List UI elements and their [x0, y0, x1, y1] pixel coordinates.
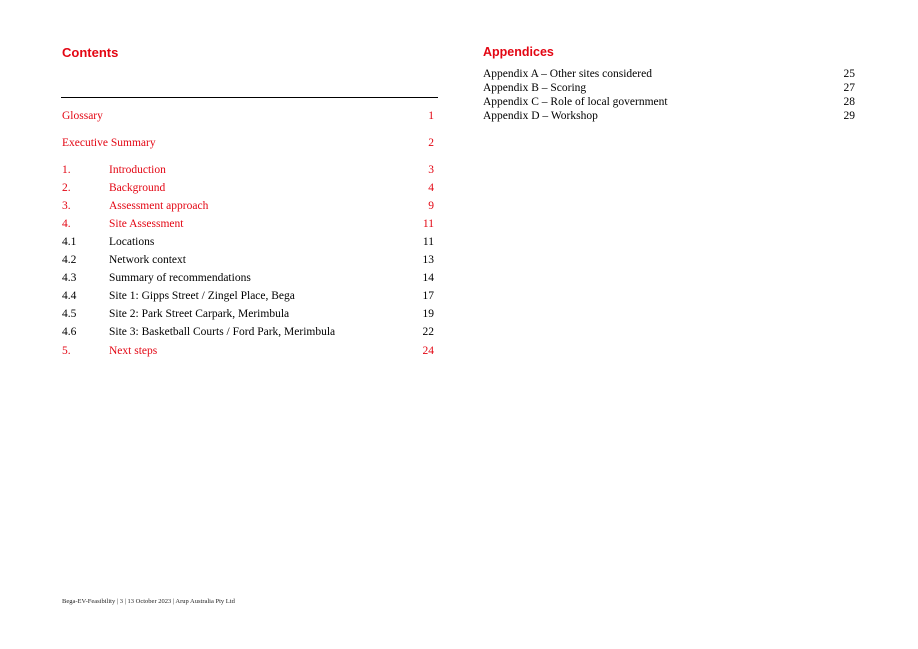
toc-entry-number: 4.3 — [62, 272, 77, 284]
toc-entry-page: 1 — [428, 110, 434, 122]
toc-entry-page: 4 — [428, 182, 434, 194]
appendix-entry-page: 29 — [843, 110, 855, 122]
toc-entry-site-assessment[interactable] — [62, 216, 434, 232]
contents-heading: Contents — [62, 45, 119, 60]
toc-entry-page: 9 — [428, 200, 434, 212]
toc-entry-number: 4.4 — [62, 290, 77, 302]
toc-entry-title: Site Assessment — [109, 218, 184, 230]
toc-entry-number: 2. — [62, 182, 71, 194]
toc-entry-page: 11 — [422, 218, 434, 230]
toc-entry-title: Locations — [109, 236, 155, 248]
toc-entry-number: 3. — [62, 200, 71, 212]
contents-divider — [61, 97, 438, 98]
page-footer: Bega-EV-Feasibility | 3 | 13 October 2023 | Arup Australia Pty Ltd — [62, 598, 235, 605]
toc-entry-number: 4.1 — [62, 236, 77, 248]
toc-entry-title: Site 1: Gipps Street / Zingel Place, Bega — [109, 290, 295, 302]
toc-entry-title: Introduction — [109, 164, 166, 176]
toc-entry-assessment-approach[interactable] — [62, 198, 434, 214]
toc-entry-title: Site 3: Basketball Courts / Ford Park, Merimbula — [109, 326, 336, 338]
appendix-entry-a[interactable] — [483, 67, 855, 81]
toc-entry-title: Next steps — [109, 345, 158, 357]
toc-entry-page: 2 — [428, 137, 434, 149]
toc-entry-title: Network context — [109, 254, 186, 266]
toc-entry-page: 13 — [422, 254, 434, 266]
toc-entry-locations[interactable] — [62, 234, 434, 250]
toc-entry-title: Background — [109, 182, 166, 194]
appendix-entry-title: Appendix B – Scoring — [483, 82, 587, 94]
toc-entry-network-context[interactable] — [62, 252, 434, 268]
toc-entry-site-2[interactable] — [62, 306, 434, 322]
toc-entry-page: 19 — [422, 308, 434, 320]
toc-entry-summary-of-recommendations[interactable] — [62, 270, 434, 286]
appendix-entry-title: Appendix C – Role of local government — [483, 96, 668, 108]
toc-entry-executive-summary[interactable] — [62, 135, 434, 151]
toc-entry-number: 4. — [62, 218, 71, 230]
toc-entry-introduction[interactable] — [62, 162, 434, 178]
appendix-entry-page: 27 — [843, 82, 855, 94]
appendix-entry-page: 25 — [843, 68, 855, 80]
toc-entry-site-3[interactable] — [62, 324, 434, 340]
toc-entry-page: 24 — [422, 345, 434, 357]
toc-entry-title: Assessment approach — [109, 200, 209, 212]
toc-entry-title: Glossary — [62, 110, 103, 122]
toc-entry-page: 17 — [422, 290, 434, 302]
toc-entry-page: 11 — [422, 236, 434, 248]
toc-entry-title: Summary of recommendations — [109, 272, 251, 284]
toc-entry-number: 4.5 — [62, 308, 77, 320]
appendix-entry-page: 28 — [843, 96, 855, 108]
toc-entry-number: 5. — [62, 345, 71, 357]
toc-entry-number: 1. — [62, 164, 71, 176]
toc-entry-glossary[interactable] — [62, 108, 434, 124]
appendix-entry-title: Appendix D – Workshop — [483, 110, 598, 122]
toc-entry-title: Executive Summary — [62, 137, 156, 149]
toc-entry-site-1[interactable] — [62, 288, 434, 304]
toc-entry-page: 22 — [422, 326, 434, 338]
toc-entry-next-steps[interactable] — [62, 343, 434, 359]
appendix-entry-b[interactable] — [483, 81, 855, 95]
toc-entry-title: Site 2: Park Street Carpark, Merimbula — [109, 308, 290, 320]
appendix-entry-d[interactable] — [483, 109, 855, 123]
toc-entry-number: 4.2 — [62, 254, 77, 266]
toc-entry-number: 4.6 — [62, 326, 77, 338]
toc-entry-background[interactable] — [62, 180, 434, 196]
toc-entry-page: 3 — [428, 164, 434, 176]
appendix-entry-title: Appendix A – Other sites considered — [483, 68, 652, 80]
appendix-entry-c[interactable] — [483, 95, 855, 109]
toc-entry-page: 14 — [422, 272, 434, 284]
appendices-heading: Appendices — [483, 45, 554, 59]
